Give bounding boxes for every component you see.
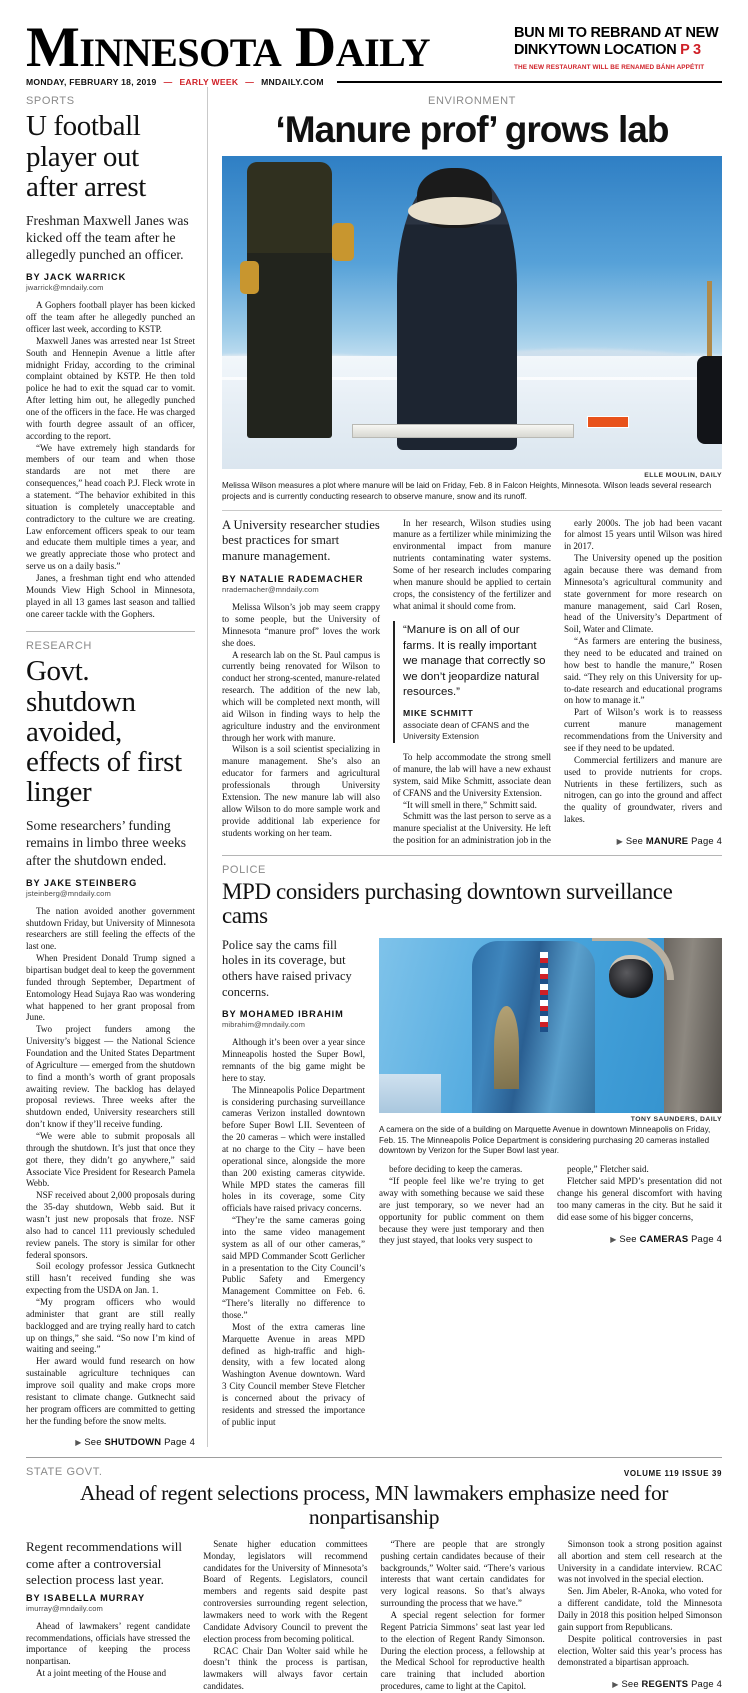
regents-body-col2 <box>203 1539 367 1693</box>
paragraph: Despite political controversies in past election, Wolter said this year’s process has demonstrated a bipartisan approach. <box>557 1633 722 1668</box>
jump-slug: SHUTDOWN <box>104 1436 162 1448</box>
camphoto-low-building <box>379 1074 441 1113</box>
paragraph: To help accommodate the strong smell of manure, the lab will have a new exhaust system, said Mike Schmitt, associate dean of CFANS and the University Extension. <box>393 752 551 798</box>
police-col-3 <box>557 1164 722 1247</box>
police-photo-credit: TONY SAUNDERS, DAILY <box>630 1115 722 1123</box>
newspaper-nameplate: MINNESOTA DAILY <box>26 16 431 79</box>
story-research[interactable] <box>26 640 195 1447</box>
jump-arrow-icon: ▶ <box>612 1680 619 1690</box>
teaser-page-ref: P 3 <box>680 42 701 59</box>
manure-caption-rule <box>222 510 722 511</box>
pullquote-text: “Manure is on all of our farms. It is really important we manage that correctly so we don’t jeopardize natural resources.” <box>403 624 546 699</box>
camphoto-dome-camera <box>609 955 654 998</box>
research-headline[interactable]: Govt. shutdown avoided, effects of first linger <box>26 655 182 809</box>
jump-see-label: See <box>84 1436 102 1448</box>
paragraph: At a joint meeting of the House and <box>36 1668 167 1679</box>
police-body-col3 <box>557 1164 722 1223</box>
paragraph: Maxwell Janes was arrested near 1st Street South and Hennepin Avenue a little after midnight Friday, according to the criminal complaint obtained by KSTP. He then told police he had to exit the squad car to vomit. After letting him out, he allegedly punched one of the officers in the face. He was charged with fourth degree assault of an officer, according to the report. <box>26 335 195 441</box>
paragraph: Sen. Jim Abeler, R-Anoka, who voted for a different candidate, told the Minnesota Daily in 2018 this position helped Simonson gain support from Republicans. <box>557 1586 722 1632</box>
sports-deck: Freshman Maxwell Janes was kicked off the team after he allegedly punched an officer. <box>26 212 189 263</box>
regents-body-col3 <box>381 1539 545 1693</box>
manure-body-col3 <box>564 518 722 826</box>
police-right-block <box>377 938 722 1429</box>
paragraph: A Gophers football player has been kicked off the team after he allegedly punched an officer last week, according to KSTP. <box>26 300 195 334</box>
research-deck: Some researchers’ funding remains in limbo three weeks after the shutdown ended. <box>26 818 187 868</box>
regents-col-2 <box>203 1539 367 1693</box>
teaser-line-2: DINKYTOWN LOCATION <box>514 42 677 59</box>
sports-body <box>26 300 195 620</box>
regents-body-col4 <box>558 1539 722 1669</box>
manure-author-email[interactable]: nrademacher@mndaily.com <box>222 585 319 595</box>
jump-slug: REGENTS <box>641 1678 689 1690</box>
left-rail <box>26 87 208 1447</box>
paragraph: Janes, a freshman tight end who attended Mounds View High School in Minnesota, played in all 13 games last season and tallied one career tackle with the Gophers. <box>26 573 195 619</box>
manure-col-1 <box>222 518 380 847</box>
paragraph: A special regent selection for former Regent Patricia Simmons’ seat last year led to the election of Regent Randy Simonson. During the election process, a fellowship at the Medical School for reproductive health care training that included abortion procedures, came to light at the Capitol. <box>380 1610 545 1692</box>
regents-author-email[interactable]: imurray@mndaily.com <box>26 1603 103 1613</box>
teaser-subtitle: THE NEW RESTAURANT WILL BE RENAMED BÁNH APPÉTIT <box>514 64 705 72</box>
camphoto-flag-reflection <box>540 952 548 1033</box>
top-section-grid <box>26 87 722 1447</box>
paragraph: Most of the extra cameras line Marquette Avenue in areas MPD defined as high-traffic and high-density, with a few located along Washington Avenue downtown. Ward 3 City Council member Steve Fletcher is concerned about the privacy of residents and stressed the importance of public input <box>222 1321 365 1427</box>
paragraph: Two project funders among the University’s biggest — the National Science Foundation and the United States Department of Agriculture — emerged from the shutdown to find a month’s worth of grant proposals awaiting review. The backlog has delayed proposal reviews. Three weeks after the shutdown ended, University researchers still don’t know if they’ll receive funding. <box>26 1024 195 1130</box>
jump-page: Page 4 <box>164 1436 195 1448</box>
dateline-dash-right: — <box>245 77 255 88</box>
paragraph: RCAC Chair Dan Wolter said while he doesn’t think the process is partisan, lawmakers will always favor certain candidates. <box>203 1645 368 1692</box>
paragraph: “There are people that are strongly pushing certain candidates because of their backgrounds,” Wolter said. “There’s various interests that want certain candidates for very logical reasons. So that’s always surrounding the process that we have.” <box>380 1538 545 1609</box>
manure-body-col2-bottom <box>393 752 551 847</box>
sports-kicker: SPORTS <box>26 95 75 108</box>
police-kicker: POLICE <box>222 864 266 876</box>
police-deck: Police say the cams fill holes in its coverage, but others have raised privacy concerns. <box>222 937 352 999</box>
story-manure[interactable] <box>222 95 722 847</box>
page-divider-bottom <box>26 1457 722 1458</box>
camphoto-glass-tower <box>472 941 595 1113</box>
jump-page: Page 4 <box>691 834 722 846</box>
manure-jumpline[interactable] <box>564 835 722 846</box>
paragraph: “We were able to submit proposals all through the shutdown. It’s just that once they got there, they didn’t go anywhere,” said Associate Vice President for Research Pamela Webb. <box>26 1130 195 1189</box>
regents-headline[interactable]: Ahead of regent selections process, MN lawmakers emphasize need for nonpartisanship <box>79 1481 669 1529</box>
manure-photo-credit: ELLE MOULIN, DAILY <box>644 471 722 479</box>
paragraph: The nation avoided another government shutdown Friday, but University of Minnesota researchers are still feeling the effects of the last one. <box>26 905 195 952</box>
paragraph: A research lab on the St. Paul campus is currently being renovated for Wilson to conduct her strong-scented, manure-related research. The addition of the new lab, which will be completed next month, will aid Wilson in finding ways to help the agriculture industry and the environment through her work with manure. <box>222 649 380 743</box>
jump-arrow-icon: ▶ <box>75 1438 82 1448</box>
paragraph: The University opened up the position again because there was demand from Minnesota’s agricultural community and state government for more research on manure management, said Carl Rosen, head of the University’s Department of Soil, Water and Climate. <box>564 553 722 635</box>
jump-see-label: See <box>625 834 644 846</box>
sports-byline: BY JACK WARRICK <box>26 272 127 283</box>
front-page-teaser[interactable] <box>514 25 722 74</box>
publication-date: MONDAY, FEBRUARY 18, 2019 <box>26 77 157 88</box>
edition-label: EARLY WEEK <box>179 77 239 88</box>
manure-col-3 <box>564 518 722 847</box>
police-body-col1 <box>222 1037 365 1428</box>
photo-measuring-stick <box>352 424 574 437</box>
jump-page: Page 4 <box>691 1678 722 1690</box>
research-body <box>26 906 195 1428</box>
manure-byline: BY NATALIE RADEMACHER <box>222 574 364 585</box>
jump-arrow-icon: ▶ <box>616 836 623 846</box>
regents-byline: BY ISABELLA MURRAY <box>26 1592 145 1603</box>
main-divider-1 <box>222 855 722 856</box>
paragraph: Soil ecology professor Jessica Gutknecht still hasn’t received funding she was expecting from the USDA on Jan. 1. <box>26 1261 195 1296</box>
jump-page: Page 4 <box>691 1232 722 1244</box>
police-col-2 <box>379 1164 544 1247</box>
pullquote-speaker-title: associate dean of CFANS and the University Extension <box>403 719 530 741</box>
story-police[interactable] <box>222 864 722 1429</box>
paragraph: Commercial fertilizers and manure are used to provide nutrients for crops. Nutrients in these fertilizers, such as nitrogen, can go into the ground and affect the quality of groundwater, rivers and lakes. <box>564 754 722 825</box>
manure-col-2 <box>393 518 551 847</box>
paragraph: “It will smell in there,” Schmitt said. <box>403 799 537 810</box>
paragraph: “My program officers who would administer that grant are still really backlogged and are trying really hard to catch up on things,” she said. “So now I’m kind of waiting and seeing.” <box>26 1297 195 1355</box>
masthead <box>0 0 748 79</box>
research-byline: BY JAKE STEINBERG <box>26 877 138 888</box>
paragraph: “As farmers are entering the business, they need to be educated and trained on how best to handle the manure,” Rosen said. “They rely on this University for up-to-date research and educational programs on how to manage it.” <box>564 636 722 706</box>
story-sports[interactable] <box>26 95 195 620</box>
dateline-rule <box>337 81 722 83</box>
manure-pullquote <box>393 621 551 743</box>
paragraph: The Minneapolis Police Department is considering purchasing surveillance cameras Verizon installed downtown before Super Bowl LII. Seventeen of the 20 cameras – which were installed at no charge to the City – have been operational since, alongside the more than 200 existing cameras citywide. While MPD states the cameras fill holes in its coverage, some City officials have raised privacy concerns. <box>222 1084 365 1214</box>
regents-body-col1 <box>26 1621 190 1680</box>
paragraph: early 2000s. The job had been vacant for almost 15 years until Wilson was hired in 2017. <box>564 517 722 552</box>
photo-edge-figure <box>697 356 722 444</box>
story-regents[interactable] <box>26 1466 722 1693</box>
volume-issue-line: VOLUME 119 ISSUE 39 <box>623 1469 722 1478</box>
main-column <box>208 87 722 1447</box>
environment-kicker: ENVIRONMENT <box>428 95 516 108</box>
regents-col-1 <box>26 1539 190 1693</box>
paragraph: Ahead of lawmakers’ regent candidate recommendations, officials have stressed the importance of keeping the process nonpartisan. <box>26 1620 191 1667</box>
manure-photo <box>222 156 722 469</box>
police-col-1 <box>222 938 377 1429</box>
paragraph: Part of Wilson’s work is to reassess current manure management recommendations from the University and see if they need to be updated. <box>564 707 722 753</box>
regents-col-3 <box>381 1539 545 1693</box>
paragraph: before deciding to keep the cameras. <box>389 1164 523 1175</box>
research-jumpline[interactable] <box>26 1436 195 1447</box>
jump-slug: CAMERAS <box>639 1232 689 1244</box>
police-headline[interactable]: MPD considers purchasing downtown surveillance cams <box>222 879 673 929</box>
police-jumpline[interactable] <box>557 1233 722 1244</box>
photo-wooden-post <box>707 281 712 356</box>
paragraph: “We have extremely high standards for members of our team and when those standards are not met there are consequences,” head coach P.J. Fleck wrote in a statement. “The behavior exhibited in this situation is completely unacceptable and contradictory to the culture we are creating. Law enforcement officers speak to our team and educate them multiple times a year, and we greatly appreciate those who protect and serve us on a daily basis.” <box>26 442 195 572</box>
regents-jumpline[interactable] <box>558 1678 722 1689</box>
paragraph: Schmitt was the last person to serve as a manure specialist at the University. He left the position for an administration job in the <box>393 811 551 846</box>
paragraph: “They’re the same cameras going into the same video management system as all of our other cameras,” said MPD Commander Scott Gerlicher in a presentation to the City Council’s Public Safety and Emergency Management Committee on Feb. 6. “There’s literally no difference to those.” <box>222 1215 365 1321</box>
paragraph: “If people feel like we’re trying to get away with something because we said these are just temporary, so we never had an opportunity for public comment on them because they were just temporary and then they just stayed, that looks very suspect to <box>379 1176 544 1246</box>
police-photo-caption: A camera on the side of a building on Marquette Avenue in downtown Minneapolis on Friday, Feb. 15. The Minneapolis Police Department is considering purchasing 20 cameras installed downtown by Verizon for the Super Bowl last year. <box>379 1124 711 1156</box>
jump-see-label: See <box>619 1232 637 1244</box>
camphoto-stone-wall <box>664 938 722 1113</box>
teaser-headline <box>514 25 722 59</box>
paragraph: In her research, Wilson studies using manure as a fertilizer while minimizing the environmental impact from manure nutrients contaminating water systems. Some of her research includes comparing when manure should be applied to certain crops, the consistency of the fertilizer and what animal it should come from. <box>393 517 551 611</box>
photo-person-head <box>417 168 492 227</box>
photo-orange-marker <box>587 416 629 429</box>
paragraph: Simonson took a strong position against all abortion and stem cell research at the University in a candidate interview. RCAC was not involved in the special election. <box>557 1538 722 1585</box>
dateline-dash-left: — <box>163 77 173 88</box>
regents-kicker: STATE GOVT. <box>26 1466 103 1479</box>
research-kicker: RESEARCH <box>26 640 92 653</box>
teaser-line-1: BUN MI TO REBRAND AT NEW <box>514 25 719 42</box>
surveillance-camera-photo <box>379 938 722 1113</box>
jump-arrow-icon: ▶ <box>610 1234 617 1244</box>
paragraph: Wilson is a soil scientist specializing in manure management. She’s also an educator for farmers and agricultural professionals through University Extension. The new manure lab will also allow Wilson to do more sample work and provide additional lab experience for students working on her team. <box>222 744 380 838</box>
paragraph: NSF received about 2,000 proposals during the 35-day shutdown, Webb said. But it wasn’t just new proposals that froze. NSF also had to cancel 111 previously scheduled review panels. The story is similar for other federal sponsors. <box>26 1190 195 1260</box>
paragraph: people,” Fletcher said. <box>567 1164 649 1175</box>
police-author-email[interactable]: mibrahim@mndaily.com <box>222 1020 305 1030</box>
police-body-col2 <box>379 1164 544 1247</box>
regents-deck: Regent recommendations will come after a controversial selection process last year. <box>26 1538 182 1588</box>
paragraph: Fletcher said MPD’s presentation did not change his general discomfort with having too many cameras in the city. But he said it did ease some of his bigger concerns, <box>557 1176 722 1222</box>
jump-slug: MANURE <box>645 834 689 846</box>
research-author-email[interactable]: jsteinberg@mndaily.com <box>26 888 111 898</box>
website-url[interactable]: MNDAILY.COM <box>261 77 324 88</box>
paragraph: Although it’s been over a year since Minneapolis hosted the Super Bowl, remnants of the big game might be here to stay. <box>222 1037 365 1083</box>
manure-body-col2-top <box>393 518 551 613</box>
manure-deck: A University researcher studies best practices for smart manure management. <box>222 517 380 564</box>
paragraph: Senate higher education committees Monday, legislators will recommend candidates for the University of Minnesota’s Board of Regents. Legislators, council members and regents said despite past controversies surrounding regent selection, lawmakers need to work with the Regent Candidate Advisory Council to prevent the election process from becoming political. <box>203 1538 368 1644</box>
sports-author-email[interactable]: jwarrick@mndaily.com <box>26 283 104 293</box>
paragraph: When President Donald Trump signed a bipartisan budget deal to keep the government funded through September, Department of Entomology Head Sujaya Rao was wondering what happened to her grant proposal from June. <box>26 953 195 1023</box>
jump-see-label: See <box>621 1678 639 1690</box>
manure-body-col1 <box>222 602 380 839</box>
sports-headline[interactable]: U football player out after arrest <box>26 110 146 203</box>
manure-photo-caption: Melissa Wilson measures a plot where manure will be laid on Friday, Feb. 8 in Falcon Heights, Minnesota. Wilson leads several research projects and is currently conducting research to observe manure, snow and its runoff. <box>222 480 712 501</box>
photo-person-standing <box>247 162 332 437</box>
pullquote-speaker: MIKE SCHMITT <box>403 707 474 718</box>
paragraph: Her award would fund research on how sustainable agriculture techniques can improve soil quality and make crops more resistant to climate change. Gutknecht said her program officers are committed to getting her the funding before the snow melts. <box>26 1356 195 1426</box>
dateline-bar <box>26 77 722 87</box>
regents-col-4 <box>558 1539 722 1693</box>
rail-divider-1 <box>26 631 195 632</box>
manure-headline[interactable]: ‘Manure prof’ grows lab <box>275 109 669 151</box>
police-byline: BY MOHAMED IBRAHIM <box>222 1009 344 1020</box>
paragraph: Melissa Wilson’s job may seem crappy to some people, but the University of Minnesota “manure prof” loves the work she does. <box>222 602 380 648</box>
